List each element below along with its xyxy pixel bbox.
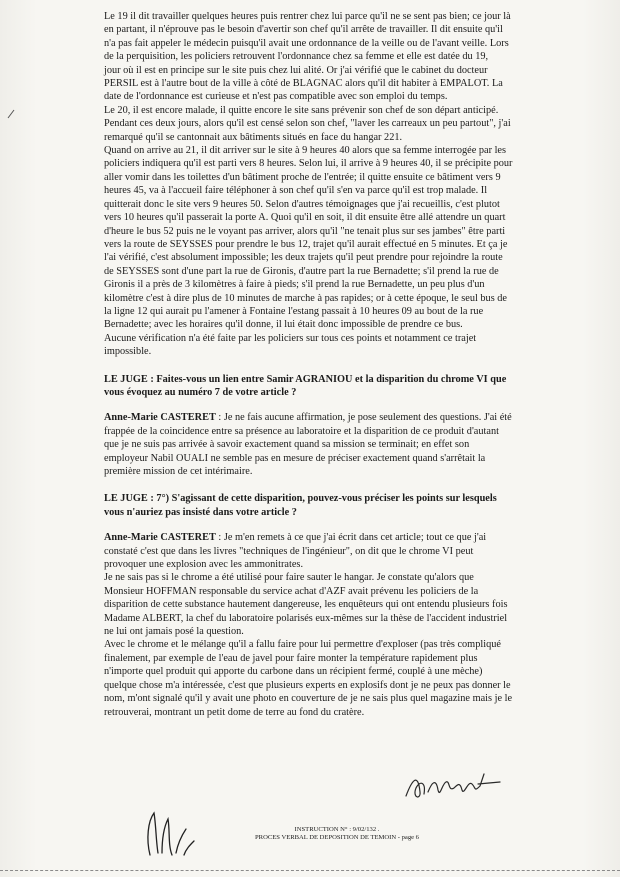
question-line: LE JUGE : 7°) S'agissant de cette disparition, pouvez-vous préciser les points sur lesquels: [104, 493, 497, 505]
instruction-number: INSTRUCTION N° : 9/02/132 .: [294, 826, 380, 833]
text-line: n'a pas fait appeler le médecin puisqu'il avait une ordonnance de la veille ou de l'avant veille. Lors: [104, 37, 509, 49]
text-line: d'heure le bus 52 puis ne le voyant pas arriver, alors qu'il "ne tenait plus sur ses jambes" être parti: [104, 225, 506, 237]
text-line: Le 20, il est encore malade, il quitte encore le site sans prévenir son chef de son départ anticipé.: [104, 104, 499, 116]
witness-signature: [402, 762, 504, 806]
answer-line: employeur Nabil OUALI ne semble pas en mesure de préciser exactement quand s'arrêtait la: [104, 452, 486, 464]
text-line: en partant, il n'éprouve pas le besoin d'avertir son chef qu'il arrête de travailler. Il dit ensuite qu'il: [104, 24, 503, 36]
answer-line: quelque chose m'a intéressée, c'est que plusieurs experts en explosifs dont je ne peux pas donner le: [104, 679, 511, 691]
answer-line: première mission de cet intérimaire.: [104, 466, 253, 477]
text-line: quitterait donc le site vers 9 heures 50. Selon d'autres témoignages que j'ai recueillis, c'est plutot: [104, 198, 500, 210]
answer-line: Avec le chrome et le mélange qu'il a fallu faire pour lui permettre d'exploser (pas très compliqué: [104, 639, 501, 651]
judge-question-1: [104, 373, 574, 400]
text-line: policiers indiquera qu'il est parti vers 8 heures. Selon lui, il arrive à 9 heures 40, il se précipite pour: [104, 158, 513, 170]
text-line: kilomètre c'est à dire plus de 10 minutes de marche à pas rapides; or à cette époque, le seul bus de: [104, 292, 508, 304]
answer-line: disparition de cette substance hautement dangereuse, les enquêteurs qui ont entendu plusieurs fois: [104, 599, 508, 611]
answer-line: provoquer une explosion avec les ammonitrates.: [104, 559, 304, 571]
text-line: PERSIL est à l'autre bout de la ville à côté de BLAGNAC alors qu'il dit habiter à EMPALOT. La: [104, 78, 503, 90]
answer-line: retrouverai, montrant un petit dome de terre au fond du cratère.: [104, 706, 365, 718]
text-line: Aucune vérification n'a été faite par les policiers sur tous ces points et notamment ce trajet: [104, 332, 477, 344]
question-line: vous n'auriez pas insisté dans votre article ?: [104, 506, 297, 518]
text-line: impossible.: [104, 346, 152, 358]
text-line: de la perquisition, les policiers retrouvent l'ordonnance chez sa femme et elle est datée du 19,: [104, 51, 489, 63]
margin-mark: [6, 108, 16, 120]
text-line: heures 45, va à l'accueil faire téléphoner à son chef qu'il s'en va parce qu'il est trop malade. Il: [104, 185, 488, 197]
judge-question-2: [104, 492, 574, 519]
answer-line: finalement, par exemple de l'eau de javel pour faire monter la température rapidement plus: [104, 652, 478, 664]
text-line: l'ai vérifié, c'est absolument impossible; les deux trajets qu'il peut prendre pour rejoindre la route: [104, 252, 503, 264]
question-line: LE JUGE : Faites-vous un lien entre Samir AGRANIOU et la disparition du chrome VI que: [104, 373, 507, 385]
question-line: vous évoquez au numéro 7 de votre article ?: [104, 386, 297, 398]
text-line: Pendant ces deux jours, alors qu'il est censé selon son chef, "laver les carreaux un peu partout", j'ai: [104, 118, 511, 130]
text-line: la ligne 12 qui aurait pu l'amener à Fontaine l'estang passait à 10 heures 09 au bout de la rue: [104, 305, 484, 317]
witness-answer-2: [104, 531, 574, 719]
answer-line: nom, m'ont signalé qu'il y avait une photo en couverture de je ne sais plus quel magazine mais je le: [104, 693, 513, 705]
scan-edge-line: [0, 870, 620, 873]
witness-answer-1: [104, 411, 574, 478]
witness-name: Anne-Marie CASTERET: [104, 532, 216, 544]
answer-line-first: [104, 531, 574, 544]
deposition-text: [104, 10, 574, 731]
answer-line: constaté c'est que dans les livres "techniques de l'ingénieur", on dit que le chrome VI peut: [104, 545, 474, 557]
answer-line: n'importe quel produit qui apporte du carbone dans un récipient fermé, couplé à une mèche): [104, 666, 483, 678]
answer-line: ne lui ont jamais posé la question.: [104, 626, 244, 638]
text-line: Le 19 il dit travailler quelques heures puis rentrer chez lui parce qu'il ne se sent pas bien; ce jour là: [104, 11, 511, 22]
answer-text: : Je ne fais aucune affirmation, je pose seulement des questions. J'ai été: [215, 412, 512, 424]
paragraph-timeline: [104, 10, 574, 359]
text-line: vers 10 heures qu'il passerait la porte A. Quoi qu'il en soit, il dit ensuite être allé attendre un quart: [104, 212, 506, 224]
document-title-footer: PROCES VERBAL DE DEPOSITION DE TEMOIN - page 6: [255, 834, 419, 842]
page-footer: [232, 826, 442, 843]
answer-line: frappée de la coincidence entre sa présence au laboratoire et la disparition de ce produit d'autant: [104, 425, 499, 437]
text-line: vers la route de SEYSSES pour prendre le bus 12, trajet qu'il aurait effectué en 5 minutes. Et ça je: [104, 238, 508, 250]
witness-name: Anne-Marie CASTERET: [104, 412, 216, 424]
text-line: aller vomir dans les toilettes d'un bâtiment proche de l'entrée; il quitte ensuite ce bâtiment vers 9: [104, 171, 501, 183]
judge-signature: [142, 805, 198, 861]
answer-line: Je ne sais pas si le chrome a été utilisé pour faire sauter le hangar. Je constate qu'alors que: [104, 572, 474, 584]
answer-text: : Je m'en remets à ce que j'ai écrit dans cet article; tout ce que j'ai: [215, 532, 487, 544]
text-line: de SEYSSES sont d'une part la rue de Gironis, d'autre part la rue Bernadette; s'il prend la rue de: [104, 265, 499, 277]
text-line: Quand on arrive au 21, il dit arriver sur le site à 9 heures 40 alors que sa femme interrogée par les: [104, 145, 507, 157]
answer-line: Monsieur HOFFMAN responsable du service achat d'AZF avait prévenu les policiers de la: [104, 585, 479, 597]
answer-line-first: [104, 411, 574, 424]
answer-line: Madame ALBERT, la chef du laboratoire polarisés eux-mêmes sur la thèse de l'accident industriel: [104, 612, 508, 624]
text-line: jour où il est en principe sur le site puis chez lui alité. Or j'ai vérifié que le cabinet du docteur: [104, 64, 488, 76]
text-line: date de l'ordonnance est curieuse et n'est pas compatible avec son emploi du temps.: [104, 91, 448, 103]
text-line: remarqué qu'il se cantonnait aux bâtiments situés en face du hangar 221.: [104, 131, 403, 143]
text-line: Gironis il a près de 3 kilomètres à faire à pieds; s'il prend la rue Bernadette, un peu plus d'un: [104, 279, 485, 291]
answer-line: que je ne suis pas arrivée à savoir exactement quand sa mission se terminait; en effet son: [104, 439, 470, 451]
text-line: Bernadette; avec les horaires qu'il donne, il lui était donc impossible de prendre ce bus.: [104, 319, 463, 331]
